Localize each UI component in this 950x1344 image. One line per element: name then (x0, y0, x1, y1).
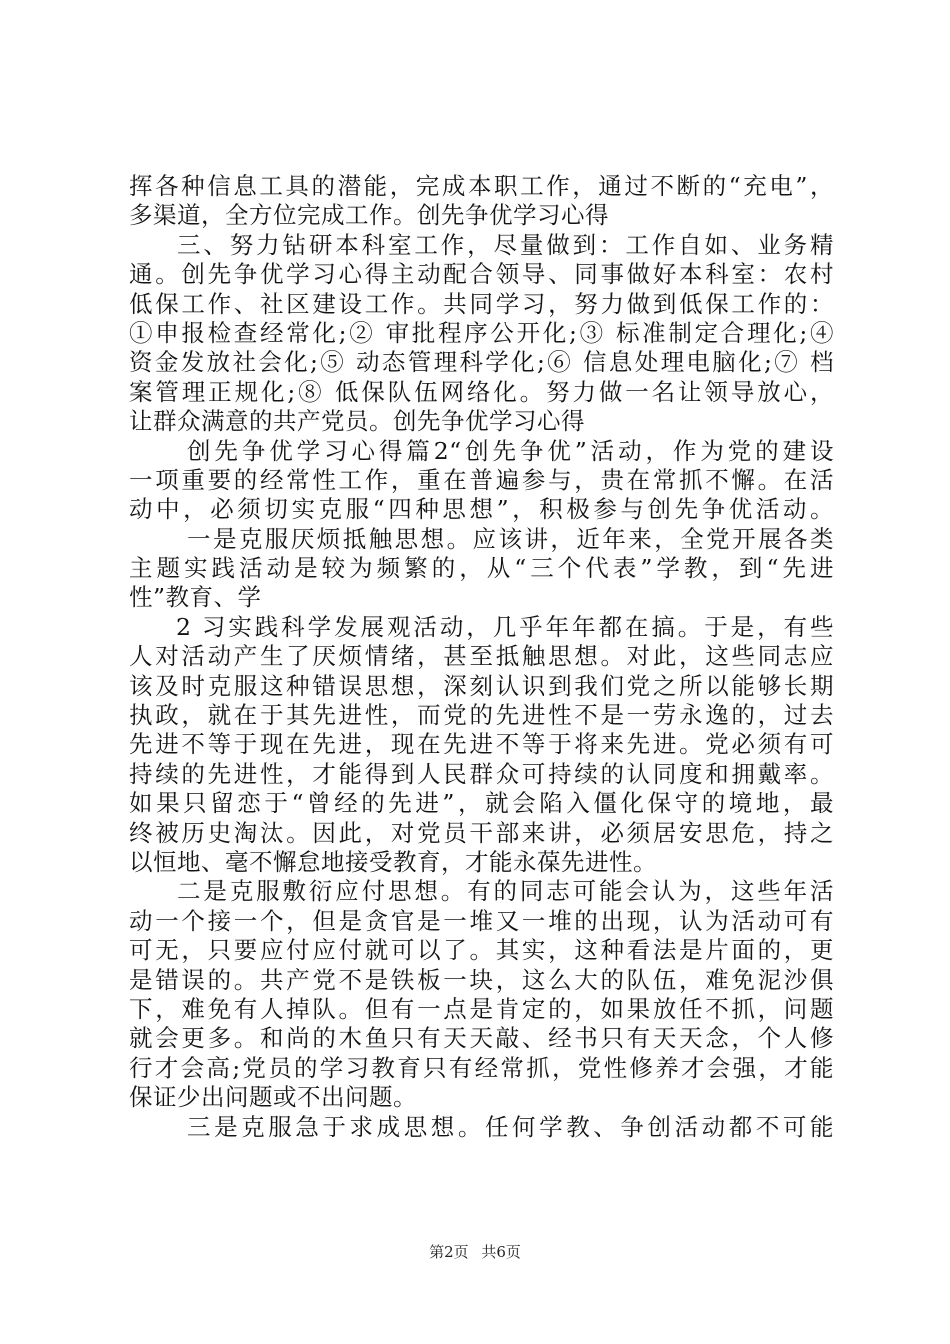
text-line: 以恒地、毫不懈怠地接受教育，才能永葆先进性。 (129, 847, 657, 876)
text-line: 挥各种信息工具的潜能，完成本职工作，通过不断的“充电”， (129, 172, 834, 200)
text-line: 执政，就在于其先进性，而党的先进性不是一劳永逸的，过去 (129, 701, 834, 730)
page-number: 第2页 (429, 1243, 469, 1261)
text-line: 该及时克服这种错误思想，深刻认识到我们党之所以能够长期 (129, 671, 834, 700)
text-line: 如果只留恋于“曾经的先进”，就会陷入僵化保守的境地，最 (129, 789, 834, 818)
text-line: 行才会高;党员的学习教育只有经常抓，党性修养才会强，才能 (129, 1053, 834, 1082)
text-line: 持续的先进性，才能得到人民群众可持续的认同度和拥戴率。 (129, 759, 834, 788)
text-line: 多渠道，全方位完成工作。创先争优学习心得 (129, 201, 609, 230)
text-line: 低保工作、社区建设工作。共同学习，努力做到低保工作的： (129, 289, 834, 318)
text-line: 一项重要的经常性工作，重在普遍参与，贵在常抓不懈。在活 (129, 465, 834, 494)
text-line: 保证少出问题或不出问题。 (129, 1083, 417, 1112)
text-line: 先进不等于现在先进，现在先进不等于将来先进。党必须有可 (129, 730, 834, 759)
document-body (129, 172, 834, 1142)
text-line: 终被历史淘汰。因此，对党员干部来讲，必须居安思危，持之 (129, 818, 834, 847)
text-line: 是错误的。共产党不是铁板一块，这么大的队伍，难免泥沙俱 (129, 965, 834, 994)
text-line: 下，难免有人掉队。但有一点是肯定的，如果放任不抓，问题 (129, 994, 834, 1023)
text-line: 创先争优学习心得篇2“创先争优”活动，作为党的建设 (187, 436, 834, 465)
text-line: 让群众满意的共产党员。创先争优学习心得 (129, 407, 585, 436)
text-line: ①申报检查经常化;② 审批程序公开化;③ 标准制定合理化;④ (129, 318, 834, 347)
text-line: 三、努力钻研本科室工作，尽量做到：工作自如、业务精 (177, 230, 834, 259)
text-line: 三是克服急于求成思想。任何学教、争创活动都不可能 (187, 1112, 834, 1141)
page-total: 共6页 (481, 1243, 521, 1261)
text-line: 就会更多。和尚的木鱼只有天天敲、经书只有天天念，个人修 (129, 1024, 834, 1053)
text-line: 资金发放社会化;⑤ 动态管理科学化;⑥ 信息处理电脑化;⑦ 档 (129, 348, 834, 377)
text-line: 性”教育、学 (129, 583, 262, 612)
text-line: 动中，必须切实克服“四种思想”，积极参与创先争优活动。 (129, 495, 834, 524)
text-line: 2 习实践科学发展观活动，几乎年年都在搞。于是，有些 (176, 612, 834, 641)
text-line: 动一个接一个，但是贪官是一堆又一堆的出现，认为活动可有 (129, 906, 834, 935)
text-line: 人对活动产生了厌烦情绪，甚至抵触思想。对此，这些同志应 (129, 642, 834, 671)
text-line: 二是克服敷衍应付思想。有的同志可能会认为，这些年活 (177, 877, 834, 906)
text-line: 主题实践活动是较为频繁的，从“三个代表”学教，到“先进 (129, 554, 834, 583)
text-line: 通。创先争优学习心得主动配合领导、同事做好本科室：农村 (129, 260, 834, 289)
text-line: 一是克服厌烦抵触思想。应该讲，近年来，全党开展各类 (187, 524, 834, 553)
page-footer (0, 1241, 950, 1262)
text-line: 可无，只要应付应付就可以了。其实，这种看法是片面的，更 (129, 936, 834, 965)
text-line: 案管理正规化;⑧ 低保队伍网络化。努力做一名让领导放心， (129, 377, 834, 406)
